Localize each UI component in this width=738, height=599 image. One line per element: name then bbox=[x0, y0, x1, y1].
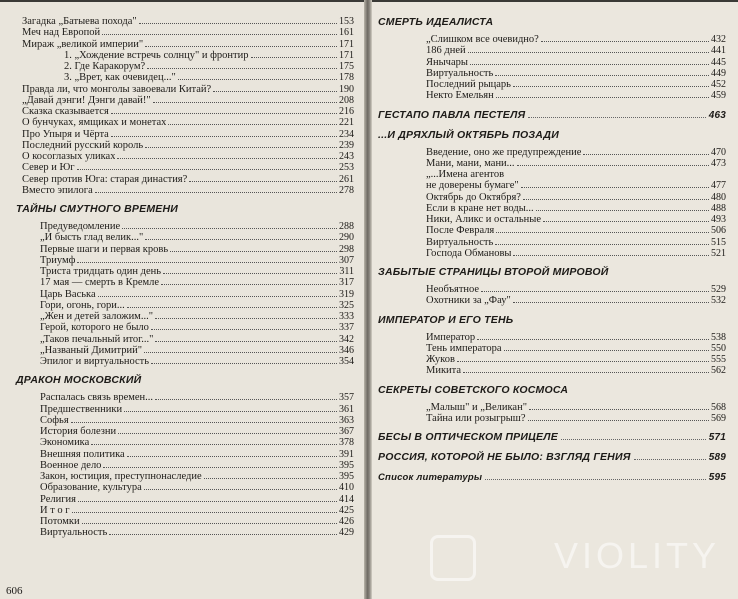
toc-leader-dots bbox=[95, 192, 337, 193]
toc-entry bbox=[384, 343, 726, 354]
toc-entry bbox=[22, 27, 354, 38]
toc-entry bbox=[384, 57, 726, 68]
toc-entry-title: Необъятное bbox=[426, 284, 480, 295]
toc-leader-dots bbox=[495, 75, 709, 76]
toc-entry-page: 414 bbox=[339, 493, 354, 505]
toc-leader-dots bbox=[496, 97, 709, 98]
toc-entry-title: 3. „Врет, как очевидец..." bbox=[64, 72, 176, 84]
toc-entry bbox=[22, 471, 354, 482]
toc-entry bbox=[22, 426, 354, 437]
toc-leader-dots bbox=[124, 411, 337, 412]
page-number: 606 bbox=[6, 585, 23, 597]
toc-entry bbox=[384, 413, 726, 424]
section-heading-demons: БЕСЫ В ОПТИЧЕСКОМ ПРИЦЕЛЕ 571 bbox=[378, 431, 726, 443]
toc-entry-title: Виртуальность bbox=[426, 67, 494, 79]
toc-entry bbox=[384, 214, 726, 225]
toc-entry-page: 395 bbox=[339, 471, 354, 482]
toc-entry-title: Меч над Европой bbox=[22, 27, 101, 39]
toc-entry-page: 325 bbox=[339, 299, 354, 311]
toc-entry-page: 288 bbox=[339, 221, 354, 232]
toc-entry-title: Мираж „великой империи" bbox=[22, 38, 144, 50]
toc-entry-title: Введение, оно же предупреждение bbox=[426, 146, 582, 158]
toc-leader-dots bbox=[118, 433, 337, 434]
toc-leader-dots bbox=[528, 420, 710, 421]
toc-leader-dots bbox=[189, 181, 337, 182]
toc-entry-page: 562 bbox=[711, 365, 726, 377]
toc-entry-title: Вместо эпилога bbox=[22, 184, 93, 196]
left-page bbox=[0, 2, 364, 599]
toc-leader-dots bbox=[523, 199, 709, 200]
toc-entry-title: не доверены бумаге" bbox=[426, 180, 519, 192]
section-heading-smuta: ТАЙНЫ СМУТНОГО ВРЕМЕНИ bbox=[16, 203, 179, 215]
toc-entry-page: 239 bbox=[339, 139, 354, 151]
toc-entry-title: Закон, юстиция, преступнонаследие bbox=[40, 471, 202, 482]
toc-entry bbox=[22, 174, 354, 185]
section-heading-forgotten: ЗАБЫТЫЕ СТРАНИЦЫ ВТОРОЙ МИРОВОЙ bbox=[378, 266, 609, 278]
toc-entry-page: 391 bbox=[339, 448, 354, 460]
toc-entry-page: 253 bbox=[339, 162, 354, 174]
toc-leader-dots bbox=[541, 41, 709, 42]
toc-leader-dots bbox=[145, 239, 337, 240]
toc-entry-page: 445 bbox=[711, 56, 726, 68]
toc-entry bbox=[384, 158, 726, 169]
toc-leader-dots bbox=[536, 210, 709, 211]
toc-leader-dots bbox=[481, 291, 709, 292]
toc-entry bbox=[22, 185, 354, 196]
toc-entry bbox=[22, 505, 354, 516]
section-heading-russia: РОССИЯ, КОТОРОЙ НЕ БЫЛО: ВЗГЛЯД ГЕНИЯ 589 bbox=[378, 451, 726, 463]
toc-entry bbox=[22, 460, 354, 471]
toc-entry bbox=[384, 203, 726, 214]
toc-entry-page: 298 bbox=[339, 243, 354, 255]
toc-list-smuta bbox=[22, 221, 354, 367]
toc-leader-dots bbox=[102, 34, 337, 35]
toc-entry bbox=[384, 402, 726, 413]
toc-entry-title: „Жен и детей заложим..." bbox=[40, 311, 153, 322]
toc-entry bbox=[22, 277, 354, 288]
toc-entry-title: Внешняя политика bbox=[40, 448, 125, 460]
toc-entry bbox=[384, 225, 726, 236]
toc-leader-dots bbox=[82, 523, 337, 524]
toc-entry-page: 354 bbox=[339, 356, 354, 367]
toc-leader-dots bbox=[463, 372, 709, 373]
toc-entry-title: После Февраля bbox=[426, 225, 495, 237]
toc-leader-dots bbox=[72, 512, 337, 513]
toc-entry-page: 363 bbox=[339, 414, 354, 426]
toc-entry-title: „Давай дэнги! Дэнги давай!" bbox=[22, 94, 151, 106]
toc-leader-dots bbox=[122, 228, 337, 229]
toc-entry bbox=[22, 117, 354, 128]
toc-entry bbox=[22, 95, 354, 106]
toc-entry bbox=[22, 449, 354, 460]
toc-entry bbox=[22, 16, 354, 27]
toc-entry-title: Охотники за „Фау" bbox=[426, 295, 511, 307]
toc-entry bbox=[384, 45, 726, 56]
toc-entry bbox=[22, 356, 354, 367]
toc-entry-page: 429 bbox=[339, 527, 354, 539]
toc-entry bbox=[384, 169, 726, 180]
toc-entry bbox=[384, 237, 726, 248]
toc-leader-dots bbox=[457, 361, 709, 362]
toc-entry-title: Загадка „Батыева похода" bbox=[22, 16, 137, 27]
toc-entry-title: О косоглазых уликах bbox=[22, 151, 116, 162]
toc-entry-page: 319 bbox=[339, 288, 354, 300]
toc-entry-page: 221 bbox=[339, 117, 354, 129]
toc-entry-title: Ники, Аликс и остальные bbox=[426, 214, 541, 225]
toc-entry-title: Последний рыцарь bbox=[426, 79, 511, 90]
toc-leader-dots bbox=[504, 350, 710, 351]
toc-entry bbox=[22, 84, 354, 95]
toc-entry-title: „Таков печальный итог..." bbox=[40, 333, 154, 345]
toc-entry-page: 337 bbox=[339, 322, 354, 334]
toc-leader-dots bbox=[111, 113, 337, 114]
toc-entry-title: Микита bbox=[426, 365, 462, 377]
toc-entry-page: 480 bbox=[711, 191, 726, 203]
toc-entry-page: 441 bbox=[711, 45, 726, 57]
toc-entry-title: „Малыш" и „Великан" bbox=[426, 401, 527, 413]
toc-leader-dots bbox=[513, 255, 709, 256]
toc-entry-page: 569 bbox=[711, 412, 726, 424]
toc-entry bbox=[22, 527, 354, 538]
right-page bbox=[372, 2, 738, 599]
toc-leader-dots bbox=[91, 444, 337, 445]
toc-entry-page: 361 bbox=[339, 403, 354, 415]
toc-entry-page: 473 bbox=[711, 157, 726, 169]
toc-entry-title: Север и Юг bbox=[22, 162, 75, 174]
toc-entry bbox=[22, 494, 354, 505]
toc-entry-page: 515 bbox=[711, 236, 726, 248]
toc-entry-page: 426 bbox=[339, 516, 354, 527]
toc-entry-title: Религия bbox=[40, 493, 76, 505]
toc-entry-page: 178 bbox=[339, 72, 354, 84]
toc-entry-title: Распалась связь времен... bbox=[40, 392, 154, 404]
section-heading-space: СЕКРЕТЫ СОВЕТСКОГО КОСМОСА bbox=[378, 383, 569, 396]
toc-leader-dots bbox=[117, 158, 337, 159]
toc-leader-dots bbox=[161, 284, 337, 285]
toc-entry-page: 311 bbox=[339, 266, 354, 277]
toc-entry-page: 395 bbox=[339, 459, 354, 471]
toc-entry-page: 234 bbox=[339, 128, 354, 140]
left-toc-column bbox=[16, 16, 354, 539]
toc-entry-page: 477 bbox=[711, 180, 726, 192]
toc-entry-title: История болезни bbox=[40, 426, 117, 437]
toc-entry-title: Правда ли, что монголы завоевали Китай? bbox=[22, 83, 212, 95]
toc-leader-dots bbox=[513, 302, 709, 303]
toc-entry bbox=[384, 248, 726, 259]
toc-entry bbox=[22, 255, 354, 266]
toc-entry bbox=[22, 244, 354, 255]
section-heading-emperor: ИМПЕРАТОР И ЕГО ТЕНЬ bbox=[378, 313, 514, 326]
toc-list-idealist bbox=[384, 34, 726, 102]
toc-entry-title: Софья bbox=[40, 414, 69, 426]
toc-entry-page: 216 bbox=[339, 106, 354, 117]
toc-entry-title: Тайна или розыгрыш? bbox=[426, 412, 526, 424]
toc-list-dragon bbox=[22, 392, 354, 538]
toc-entry-page: 550 bbox=[711, 342, 726, 354]
toc-entry bbox=[22, 72, 354, 83]
toc-entry-title: Первые шаги и первая кровь bbox=[40, 243, 169, 255]
toc-leader-dots bbox=[521, 187, 709, 188]
toc-entry-title: Предуведомление bbox=[40, 221, 121, 232]
toc-leader-dots bbox=[78, 501, 337, 502]
toc-leader-dots bbox=[496, 232, 709, 233]
toc-entry-title: Экономика bbox=[40, 437, 90, 449]
watermark-text: VIOLITY bbox=[553, 535, 720, 576]
toc-entry-page: 532 bbox=[711, 295, 726, 307]
toc-leader-dots bbox=[251, 57, 337, 58]
toc-entry-page: 190 bbox=[339, 83, 354, 95]
toc-entry-title: 17 мая — смерть в Кремле bbox=[40, 277, 160, 289]
toc-entry-title: Октябрь до Октября? bbox=[426, 191, 521, 203]
toc-entry bbox=[384, 192, 726, 203]
toc-leader-dots bbox=[213, 91, 337, 92]
toc-entry bbox=[22, 392, 354, 403]
toc-entry-page: 529 bbox=[711, 284, 726, 295]
toc-list-forgotten bbox=[384, 284, 726, 307]
toc-entry bbox=[22, 61, 354, 72]
toc-entry-page: 317 bbox=[339, 277, 354, 289]
toc-entry bbox=[22, 516, 354, 527]
toc-entry bbox=[384, 90, 726, 101]
toc-entry-page: 555 bbox=[711, 354, 726, 365]
toc-leader-dots bbox=[139, 23, 337, 24]
toc-leader-dots bbox=[204, 478, 337, 479]
toc-entry-page: 357 bbox=[339, 392, 354, 404]
toc-entry-title: Военное дело bbox=[40, 459, 102, 471]
toc-entry-page: 153 bbox=[339, 16, 354, 27]
toc-entry-page: 488 bbox=[711, 202, 726, 214]
toc-entry-title: Последний русский король bbox=[22, 139, 144, 151]
toc-entry-page: 208 bbox=[339, 94, 354, 106]
toc-entry-title: 1. „Хождение встречь солнцу" и фронтир bbox=[64, 49, 249, 61]
toc-entry bbox=[22, 289, 354, 300]
toc-leader-dots bbox=[163, 273, 337, 274]
toc-list-october bbox=[384, 147, 726, 260]
toc-entry bbox=[22, 300, 354, 311]
toc-entry-title: Если в кране нет воды... bbox=[426, 202, 534, 214]
toc-leader-dots bbox=[543, 221, 709, 222]
toc-entry-title: „И бысть глад велик..." bbox=[40, 232, 144, 244]
toc-entry-title: Сказка сказывается bbox=[22, 106, 109, 117]
toc-leader-dots bbox=[495, 244, 709, 245]
toc-entry bbox=[22, 345, 354, 356]
toc-entry-title: Виртуальность bbox=[426, 236, 494, 248]
toc-entry-page: 493 bbox=[711, 214, 726, 225]
toc-entry bbox=[22, 106, 354, 117]
toc-entry bbox=[22, 311, 354, 322]
toc-leader-dots bbox=[98, 296, 337, 297]
toc-entry-title: „...Имена агентов bbox=[426, 169, 505, 180]
section-heading-gestapo: ГЕСТАПО ПАВЛА ПЕСТЕЛЯ 463 bbox=[378, 108, 726, 121]
toc-entry bbox=[22, 151, 354, 162]
toc-list-top bbox=[22, 16, 354, 196]
toc-entry-title: Образование, культура bbox=[40, 482, 142, 494]
toc-entry-title: Север против Юга: старая династия? bbox=[22, 173, 188, 185]
watermark-logo-icon bbox=[430, 535, 476, 581]
toc-entry bbox=[384, 34, 726, 45]
toc-list-emperor bbox=[384, 332, 726, 377]
toc-entry-page: 425 bbox=[339, 504, 354, 516]
toc-entry-title: Предшественники bbox=[40, 403, 123, 415]
section-heading-october: ...И ДРЯХЛЫЙ ОКТЯБРЬ ПОЗАДИ bbox=[378, 128, 559, 141]
toc-entry-page: 175 bbox=[339, 61, 354, 72]
toc-entry-title: „Слишком все очевидно? bbox=[426, 34, 539, 45]
toc-entry bbox=[22, 129, 354, 140]
toc-entry bbox=[22, 322, 354, 333]
toc-entry-title: 186 дней bbox=[426, 45, 466, 57]
toc-leader-dots bbox=[155, 341, 337, 342]
toc-leader-dots bbox=[513, 86, 709, 87]
toc-list-space bbox=[384, 402, 726, 425]
toc-entry-page: 346 bbox=[339, 344, 354, 356]
toc-leader-dots bbox=[127, 456, 337, 457]
toc-entry-page: 307 bbox=[339, 254, 354, 266]
toc-leader-dots bbox=[178, 79, 337, 80]
toc-leader-dots bbox=[71, 422, 337, 423]
toc-entry-title: Император bbox=[426, 331, 476, 343]
section-heading-dragon: ДРАКОН МОСКОВСКИЙ bbox=[16, 374, 142, 387]
toc-entry bbox=[22, 162, 354, 173]
toc-leader-dots bbox=[145, 147, 337, 148]
toc-entry-title: Эпилог и виртуальность bbox=[40, 356, 150, 367]
toc-entry bbox=[384, 79, 726, 90]
toc-entry-page: 290 bbox=[339, 232, 354, 244]
toc-entry-page: 506 bbox=[711, 225, 726, 237]
toc-entry bbox=[384, 147, 726, 158]
toc-entry-page: 521 bbox=[711, 247, 726, 259]
toc-entry-title: Господа Обмановы bbox=[426, 247, 512, 259]
toc-leader-dots bbox=[77, 169, 337, 170]
toc-entry-title: Янычары bbox=[426, 56, 468, 68]
book-gutter bbox=[364, 0, 372, 599]
toc-entry bbox=[384, 68, 726, 79]
toc-leader-dots bbox=[147, 68, 337, 69]
toc-entry bbox=[384, 295, 726, 306]
toc-entry bbox=[22, 39, 354, 50]
toc-entry-title: Некто Емельян bbox=[426, 90, 494, 102]
toc-entry-page: 470 bbox=[711, 146, 726, 158]
toc-entry bbox=[384, 365, 726, 376]
toc-leader-dots bbox=[127, 307, 337, 308]
toc-entry-page: 568 bbox=[711, 401, 726, 413]
toc-leader-dots bbox=[583, 154, 709, 155]
toc-leader-dots bbox=[155, 318, 337, 319]
toc-entry-title: О бунчуках, ямщиках и монетах bbox=[22, 117, 167, 129]
toc-entry-page: 538 bbox=[711, 331, 726, 343]
toc-entry bbox=[22, 415, 354, 426]
toc-entry-title: Гори, огонь, гори... bbox=[40, 299, 125, 311]
toc-entry bbox=[22, 232, 354, 243]
toc-entry-page: 161 bbox=[339, 27, 354, 39]
section-heading-literature: Список литературы 595 bbox=[378, 472, 726, 483]
toc-leader-dots bbox=[103, 467, 337, 468]
toc-entry bbox=[22, 437, 354, 448]
toc-entry-page: 378 bbox=[339, 437, 354, 449]
toc-leader-dots bbox=[153, 102, 337, 103]
toc-entry-title: Тень императора bbox=[426, 342, 502, 354]
toc-leader-dots bbox=[144, 352, 337, 353]
toc-entry-page: 171 bbox=[339, 38, 354, 50]
toc-entry-page: 243 bbox=[339, 151, 354, 162]
toc-entry-page: 459 bbox=[711, 90, 726, 102]
toc-entry-page: 342 bbox=[339, 333, 354, 345]
toc-entry bbox=[384, 332, 726, 343]
toc-entry bbox=[22, 50, 354, 61]
toc-leader-dots bbox=[155, 399, 337, 400]
toc-entry-title: Мани, мани, мани... bbox=[426, 157, 515, 169]
toc-entry-page: 333 bbox=[339, 311, 354, 322]
section-heading-idealist: СМЕРТЬ ИДЕАЛИСТА bbox=[378, 16, 494, 28]
toc-entry bbox=[22, 334, 354, 345]
toc-entry-page: 432 bbox=[711, 34, 726, 45]
toc-entry bbox=[22, 221, 354, 232]
toc-entry-page: 410 bbox=[339, 482, 354, 494]
toc-leader-dots bbox=[168, 124, 337, 125]
toc-leader-dots bbox=[151, 363, 337, 364]
toc-entry bbox=[22, 140, 354, 151]
right-toc-column bbox=[378, 16, 726, 489]
toc-entry-title: Герой, которого не было bbox=[40, 322, 149, 334]
toc-leader-dots bbox=[529, 409, 709, 410]
toc-entry bbox=[22, 266, 354, 277]
toc-entry bbox=[384, 354, 726, 365]
toc-leader-dots bbox=[77, 262, 337, 263]
toc-entry-page: 171 bbox=[339, 49, 354, 61]
toc-entry bbox=[22, 482, 354, 493]
toc-entry-title: 2. Где Каракорум? bbox=[64, 61, 146, 72]
toc-entry-page: 261 bbox=[339, 173, 354, 185]
toc-entry-title: „Названый Димитрий" bbox=[40, 344, 142, 356]
toc-entry-title: Царь Васька bbox=[40, 288, 96, 300]
toc-leader-dots bbox=[145, 46, 337, 47]
toc-entry-page: 449 bbox=[711, 67, 726, 79]
toc-leader-dots bbox=[170, 251, 337, 252]
toc-leader-dots bbox=[111, 136, 337, 137]
toc-entry bbox=[384, 180, 726, 191]
toc-entry-title: Триумф bbox=[40, 254, 76, 266]
toc-leader-dots bbox=[151, 329, 337, 330]
toc-leader-dots bbox=[144, 489, 337, 490]
toc-entry-title: И т о г bbox=[40, 504, 70, 516]
toc-leader-dots bbox=[470, 64, 709, 65]
toc-entry bbox=[22, 404, 354, 415]
toc-leader-dots bbox=[109, 534, 337, 535]
toc-entry-title: Про Упыря и Чёрта bbox=[22, 128, 109, 140]
toc-entry bbox=[384, 284, 726, 295]
toc-entry-page: 452 bbox=[711, 79, 726, 90]
toc-entry-title: Потомки bbox=[40, 516, 80, 527]
toc-leader-dots bbox=[517, 165, 709, 166]
toc-entry-page: 278 bbox=[339, 184, 354, 196]
toc-entry-title: Жуков bbox=[426, 354, 455, 365]
toc-leader-dots bbox=[477, 339, 709, 340]
toc-entry-title: Триста тридцать один день bbox=[40, 266, 162, 277]
toc-entry-page: 367 bbox=[339, 426, 354, 437]
toc-leader-dots bbox=[468, 52, 709, 53]
toc-entry-title: Виртуальность bbox=[40, 527, 108, 539]
